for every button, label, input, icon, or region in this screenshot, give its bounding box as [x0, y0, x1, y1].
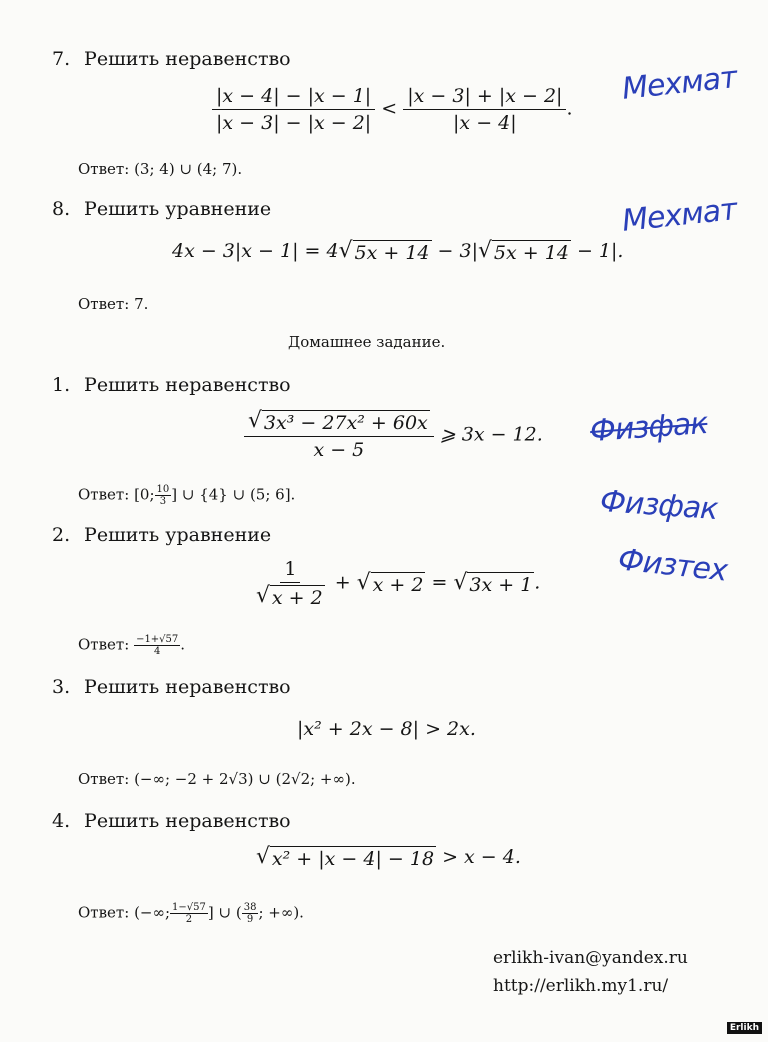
homework-2-formula: [252, 558, 540, 609]
right-fraction: [403, 85, 566, 134]
fraction: [244, 410, 434, 461]
equals: =: [425, 571, 454, 594]
watermark-badge: Erlikh: [727, 1022, 762, 1034]
homework-1-heading: [52, 374, 291, 396]
task-number: 3.: [52, 676, 71, 698]
formula-part-3: − 1|.: [570, 240, 624, 262]
sqrt-1: √ 5x + 14: [338, 238, 430, 264]
homework-1-formula: [244, 410, 543, 461]
answer-fraction-num: 10: [156, 484, 170, 495]
homework-3-answer: [78, 770, 356, 788]
answer-value: 7.: [134, 295, 149, 313]
numerator: 1: [280, 558, 300, 583]
sqrt: √ x² + |x − 4| − 18: [256, 844, 435, 870]
sqrt-2: √ 5x + 14: [478, 238, 569, 264]
task-number: 8.: [52, 198, 71, 220]
answer-fraction: [155, 484, 172, 507]
answer-fraction: [134, 634, 180, 657]
task-7-answer: [78, 160, 242, 178]
task-7-heading: [52, 48, 291, 70]
answer-part-a: [0;: [134, 485, 155, 504]
left-numerator: |x − 4| − |x − 1|: [212, 85, 375, 110]
task-title: Решить неравенство: [84, 676, 291, 698]
left-fraction: [212, 85, 375, 134]
radicand-den: x + 2: [271, 587, 323, 609]
handwritten-note-1: Мехмат: [620, 60, 739, 107]
task-8-answer: [78, 295, 148, 313]
task-title: Решить неравенство: [84, 374, 291, 396]
answer-fraction-1: [170, 902, 208, 925]
sqrt-3: √ 3x + 1: [453, 569, 533, 596]
task-number: 1.: [52, 374, 71, 396]
answer-part-b: ] ∪ (: [207, 903, 242, 922]
radicand-2: 5x + 14: [493, 242, 569, 264]
homework-4-heading: [52, 810, 291, 832]
right-numerator: |x − 3| + |x − 2|: [403, 85, 566, 110]
answer-end: .: [180, 635, 186, 654]
homework-2-answer: [78, 634, 185, 657]
homework-3-heading: [52, 676, 291, 698]
answer-label: Ответ:: [78, 635, 130, 654]
left-denominator: |x − 3| − |x − 2|: [216, 112, 372, 134]
answer-part-a: (−∞;: [134, 903, 171, 922]
formula-end: .: [534, 571, 541, 594]
answer-part-c: ; +∞).: [258, 903, 304, 922]
task-7-formula: [212, 85, 573, 134]
task-number: 7.: [52, 48, 71, 70]
radicand-2: x + 2: [372, 573, 424, 596]
contacts-block: [493, 944, 688, 1000]
formula-end: .: [566, 97, 573, 120]
handwritten-note-4: Физфак: [598, 483, 719, 528]
task-8-heading: [52, 198, 271, 220]
task-title: Решить неравенство: [84, 810, 291, 832]
homework-2-heading: [52, 524, 271, 546]
answer-value: (−∞; −2 + 2√3) ∪ (2√2; +∞).: [134, 770, 356, 788]
answer-fraction-den: 4: [153, 646, 161, 657]
sqrt: √ 3x³ − 27x² + 60x: [248, 408, 428, 434]
radicand-3: 3x + 1: [469, 573, 533, 596]
contact-email[interactable]: erlikh-ivan@yandex.ru: [493, 948, 688, 968]
homework-4-formula: [256, 846, 521, 870]
formula-part-1: 4x − 3|x − 1| = 4: [172, 240, 339, 262]
formula-part-2: − 3|: [431, 240, 478, 262]
answer-fraction-1-den: 2: [185, 914, 193, 925]
fraction: [252, 558, 329, 609]
handwritten-note-5: Физтех: [616, 542, 729, 589]
contact-url[interactable]: http://erlikh.my1.ru/: [493, 976, 669, 996]
task-number: 4.: [52, 810, 71, 832]
task-8-formula: [172, 240, 623, 264]
answer-label: Ответ:: [78, 903, 130, 922]
right-side: > x − 4.: [436, 846, 521, 868]
plus: +: [328, 571, 357, 594]
right-denominator: |x − 4|: [453, 112, 517, 134]
answer-fraction-2-den: 9: [246, 914, 254, 925]
answer-fraction-den: 3: [159, 496, 167, 507]
denominator: x − 5: [313, 439, 365, 461]
radicand-1: 5x + 14: [354, 242, 430, 264]
relation: <: [381, 97, 398, 120]
homework-3-formula: |x² + 2x − 8| > 2x.: [297, 718, 476, 740]
homework-4-answer: [78, 902, 304, 925]
answer-label: Ответ:: [78, 485, 130, 504]
answer-part-b: ] ∪ {4} ∪ (5; 6].: [171, 485, 296, 504]
answer-fraction-num: −1+√57: [136, 634, 179, 645]
answer-fraction-2-num: 38: [243, 902, 257, 913]
task-title: Решить уравнение: [84, 198, 272, 220]
task-number: 2.: [52, 524, 71, 546]
answer-fraction-1-num: 1−√57: [172, 902, 206, 913]
answer-fraction-2: [242, 902, 259, 925]
sqrt-den: √ x + 2: [256, 583, 323, 609]
right-side: ⩾ 3x − 12.: [439, 423, 543, 446]
radicand: x² + |x − 4| − 18: [271, 848, 435, 870]
radicand: 3x³ − 27x² + 60x: [263, 412, 428, 434]
answer-value: (3; 4) ∪ (4; 7).: [134, 160, 243, 178]
answer-label: Ответ:: [78, 770, 130, 788]
homework-1-answer: [78, 484, 295, 507]
sqrt-2: √ x + 2: [356, 569, 424, 596]
handwritten-note-2: Мехмат: [620, 192, 739, 239]
homework-title: Домашнее задание.: [288, 333, 446, 351]
handwritten-note-3: Физфак: [588, 405, 709, 450]
answer-label: Ответ:: [78, 295, 130, 313]
task-title: Решить уравнение: [84, 524, 272, 546]
answer-label: Ответ:: [78, 160, 130, 178]
task-title: Решить неравенство: [84, 48, 291, 70]
